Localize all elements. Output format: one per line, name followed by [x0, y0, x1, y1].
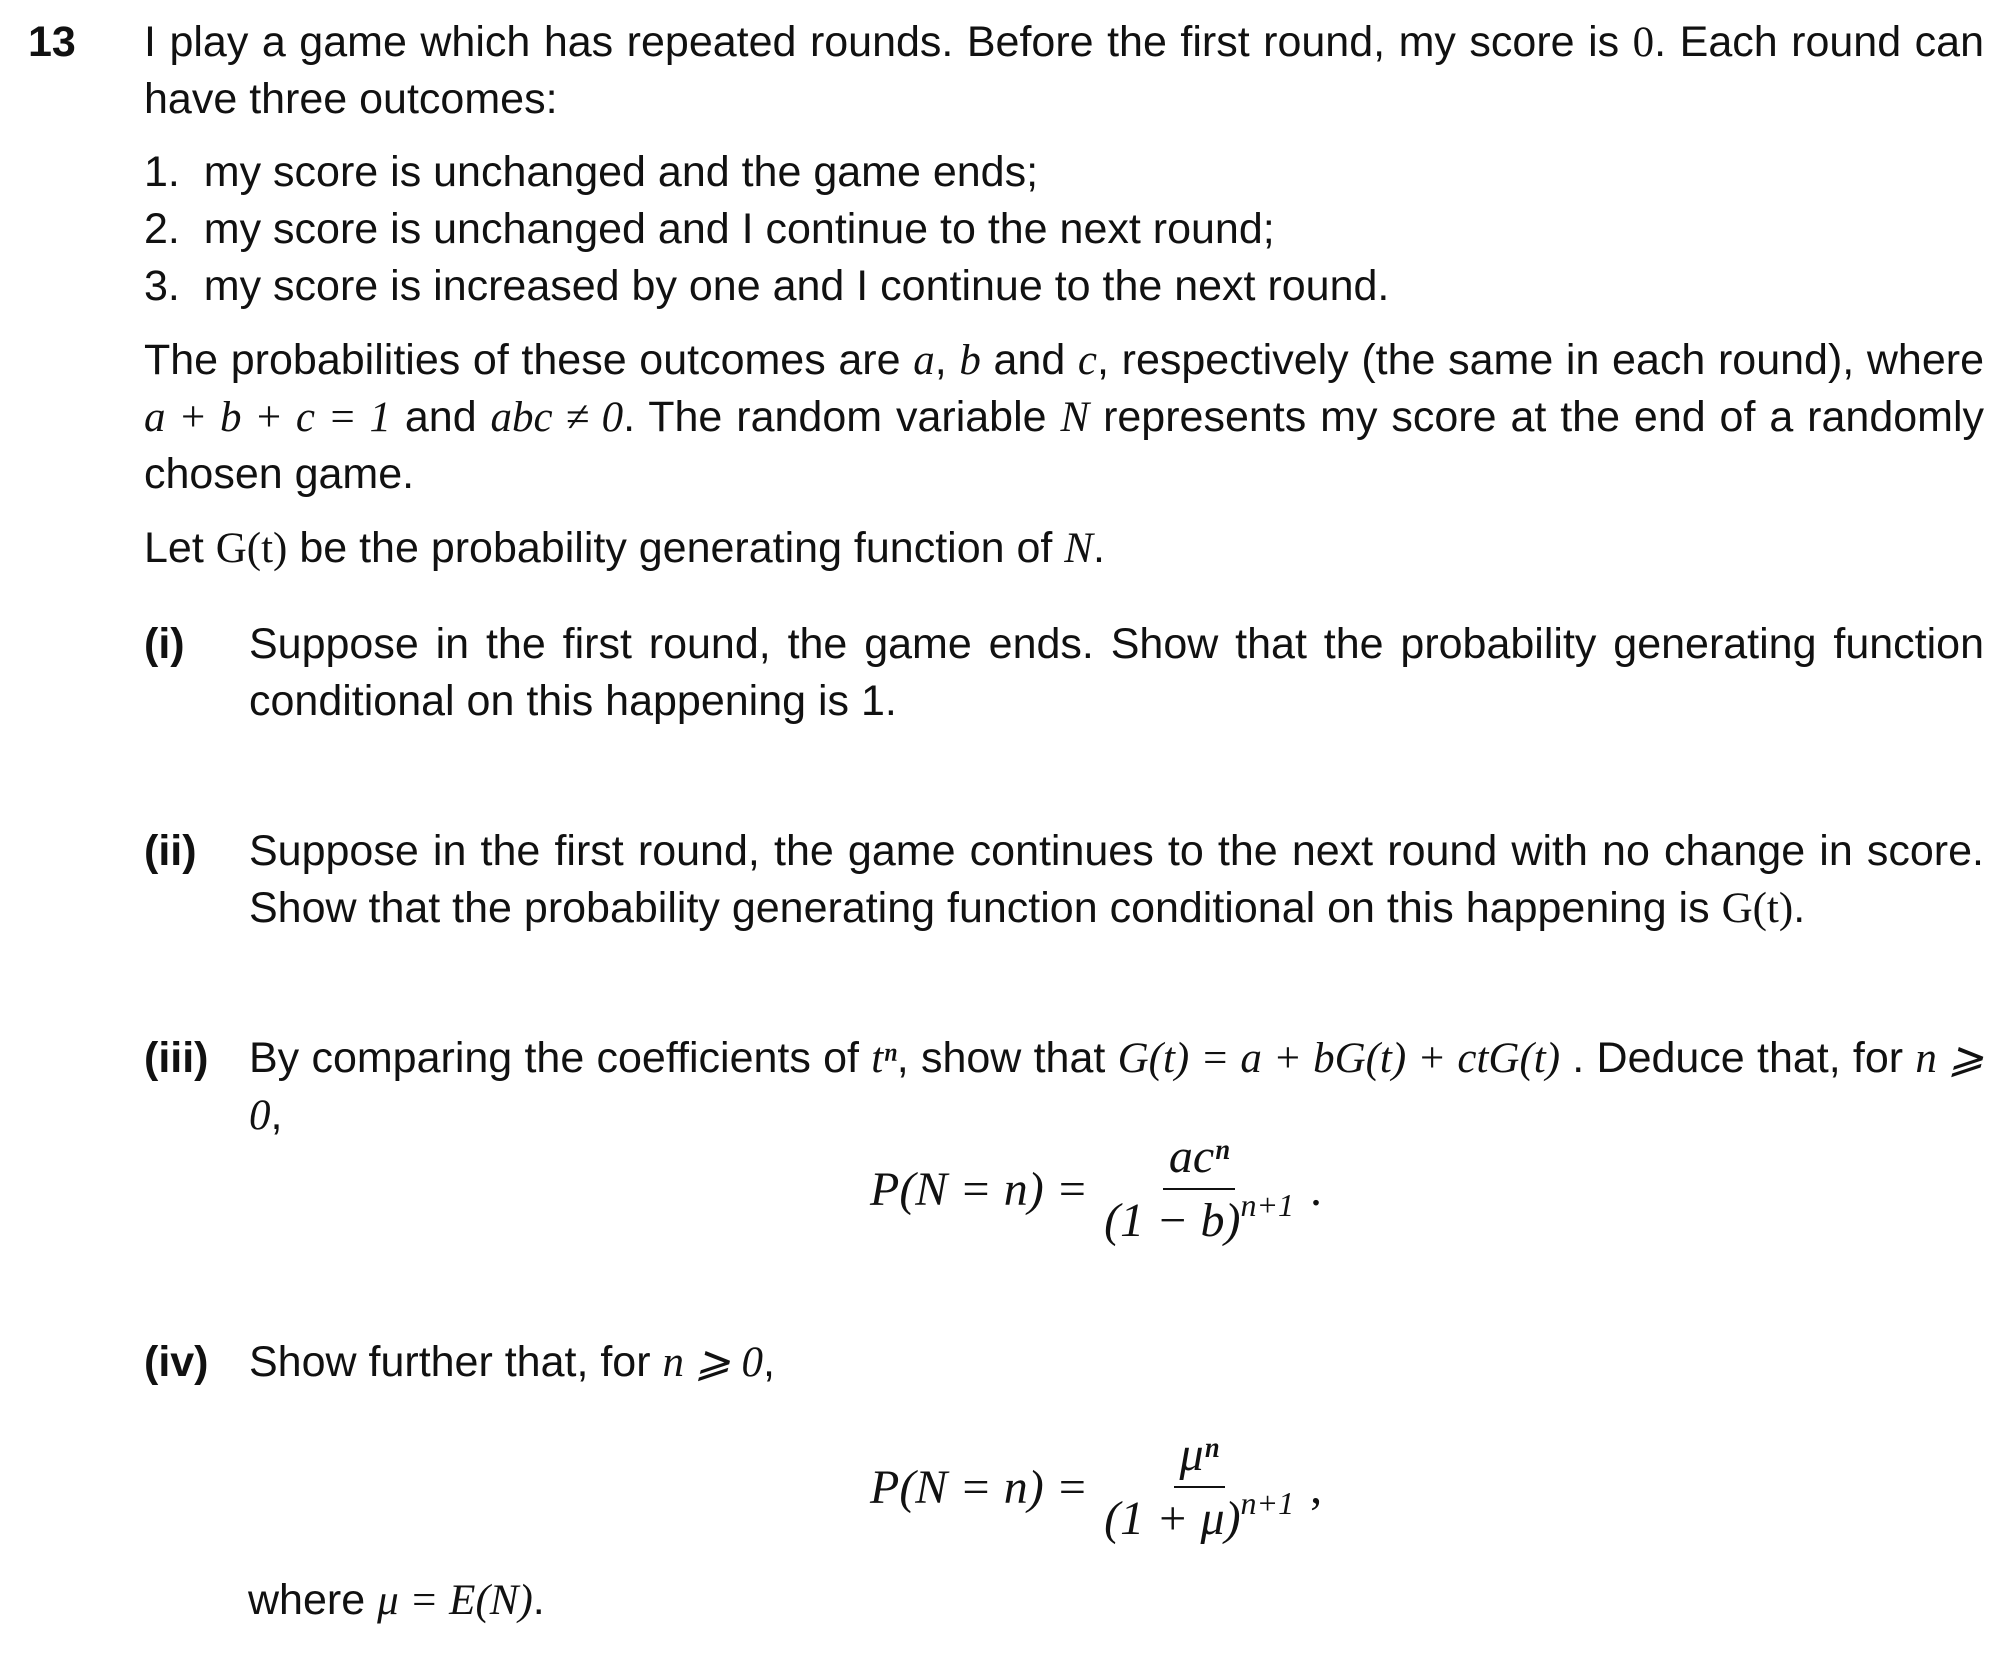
- formula-punctuation: ,: [1310, 1460, 1323, 1514]
- fraction-numerator: acⁿ: [1163, 1126, 1235, 1190]
- formula-lhs: P(N = n) =: [870, 1460, 1089, 1514]
- part-iv: [144, 1334, 1984, 1391]
- part-label: (iv): [144, 1338, 209, 1386]
- part-label: (ii): [144, 827, 197, 875]
- fraction-denominator: $(1 - b)^{n+1}$: [1104, 1187, 1295, 1247]
- part-text: By comparing the coefficients of tⁿ, show that G(t) = a + bG(t) + ctG(t) . Deduce that, for n ⩾ 0,: [249, 1034, 1984, 1139]
- part-text: Show further that, for n ⩾ 0,: [249, 1338, 775, 1386]
- pgf-definition: Let G(t) be the probability generating function of N.: [144, 524, 1105, 572]
- part-text: Suppose in the first round, the game continues to the next round with no change in score. Show that the probability generating function conditional on this happening is G(t).: [249, 827, 1984, 932]
- part-i: [144, 616, 1984, 730]
- fraction-numerator: μⁿ: [1174, 1424, 1225, 1488]
- part-text: Suppose in the first round, the game ends. Show that the probability generating function conditional on this happening is 1.: [249, 620, 1984, 725]
- list-item: 2. my score is unchanged and I continue to the next round;: [144, 205, 1275, 253]
- part-label: (i): [144, 620, 185, 668]
- mu-definition: where μ = E(N).: [248, 1576, 545, 1624]
- part-label: (iii): [144, 1034, 209, 1082]
- probabilities-paragraph: The probabilities of these outcomes are a, b and c, respectively (the same in each round), where a + b + c = 1 and abc ≠ 0. The random variable N represents my score at the end of a randomly chosen game.: [144, 336, 1985, 498]
- formula-punctuation: .: [1310, 1162, 1323, 1216]
- formula-pmf-2: [870, 1424, 1322, 1550]
- formula-lhs: P(N = n) =: [870, 1162, 1089, 1216]
- list-item: 1. my score is unchanged and the game ends;: [144, 148, 1039, 196]
- outcome-list: [144, 144, 1389, 315]
- part-ii: [144, 823, 1984, 937]
- fraction: [1098, 1424, 1300, 1550]
- question-number: 13: [28, 18, 76, 66]
- question-intro: I play a game which has repeated rounds. Before the first round, my score is 0. Each round can have three outcomes:: [144, 18, 1984, 123]
- fraction-denominator: $(1 + \mu)^{n+1}$: [1104, 1485, 1295, 1545]
- formula-pmf-1: [870, 1126, 1322, 1252]
- list-item: 3. my score is increased by one and I continue to the next round.: [144, 262, 1390, 310]
- fraction: [1098, 1126, 1300, 1252]
